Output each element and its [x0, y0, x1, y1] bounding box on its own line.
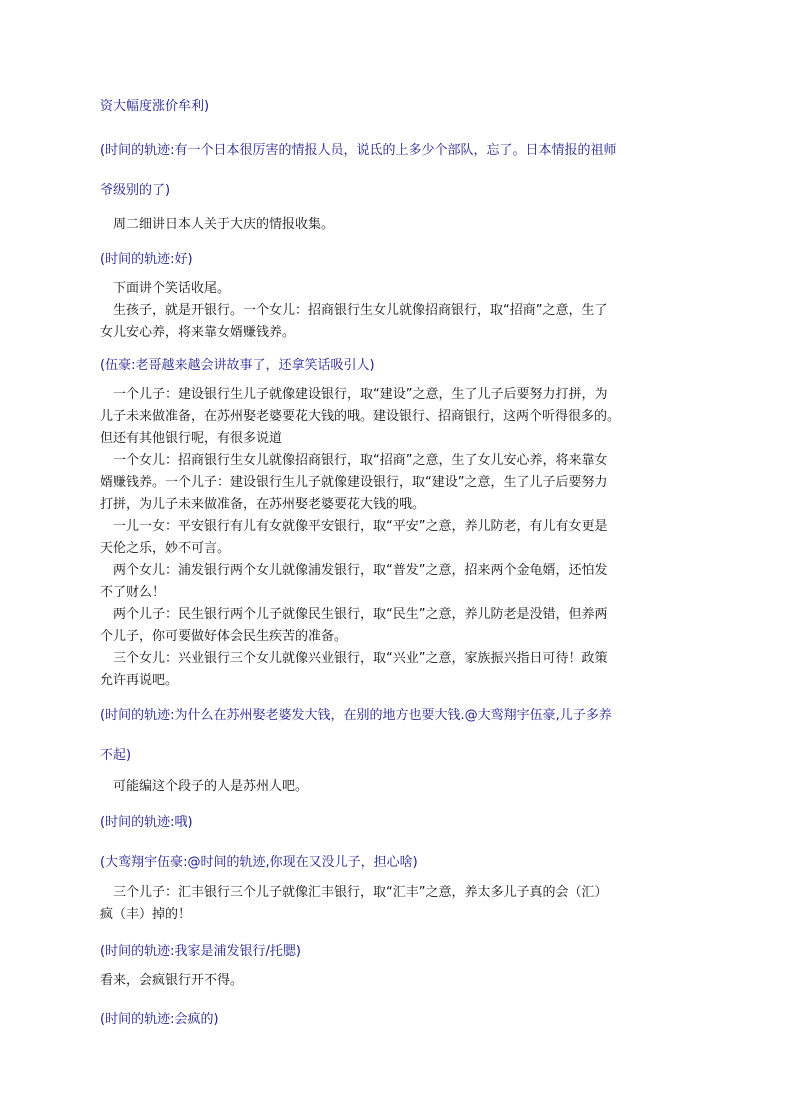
comment-japanese-spy — [100, 141, 700, 201]
body-line: 个儿子，你可要做好体会民生疾苦的准备。 — [100, 629, 348, 644]
comment-line: 资大幅度涨价牟利) — [100, 99, 210, 114]
body-line: 三个女儿：兴业银行三个女儿就像兴业银行，取“兴业”之意，家族振兴指日可待！政策 — [113, 651, 608, 666]
body-line: 打拼，为儿子未来做准备，在苏州娶老婆要花大钱的哦。 — [100, 497, 426, 512]
body-line: 但还有其他银行呢，有很多说道 — [100, 431, 283, 446]
body-daqing-intel — [100, 214, 700, 236]
comment-suzhou-marriage — [100, 706, 700, 766]
body-bank-joke — [100, 384, 700, 692]
comment-no-son — [100, 853, 700, 873]
comment-oh — [100, 813, 700, 833]
body-line: 一个女儿：招商银行生女儿就像招商银行，取“招商”之意，生了女儿安心养，将来靠女 — [113, 453, 608, 468]
body-hsbc-joke — [100, 882, 700, 926]
body-line: 两个女儿：浦发银行两个女儿就像浦发银行，取“普发”之意，招来两个金龟婿，还怕发 — [113, 563, 608, 578]
body-line: 两个儿子：民生银行两个儿子就像民生银行，取“民生”之意，养儿防老是没错，但养两 — [113, 607, 608, 622]
body-line: 女儿安心养，将来靠女婿赚钱养。 — [100, 325, 296, 340]
body-line: 婿赚钱养。一个儿子：建设银行生儿子就像建设银行，取“建设”之意，生了儿子后要努力 — [100, 475, 608, 490]
comment-line: (时间的轨迹:有一个日本很厉害的情报人员，说氐的上多少个部队，忘了。日本情报的祖师 — [100, 143, 617, 158]
comment-line: 爷级别的了) — [100, 183, 171, 198]
comment-line: (时间的轨迹:我家是浦发银行/托腮) — [100, 944, 301, 959]
comment-spdb-family — [100, 942, 700, 962]
comment-line: (时间的轨迹:会疯的) — [100, 1012, 219, 1027]
body-line: 三个儿子：汇丰银行三个儿子就像汇丰银行，取“汇丰”之意，养太多儿子真的会（汇） — [113, 885, 608, 900]
body-line: 不了财么！ — [100, 585, 166, 600]
body-line: 周二细讲日本人关于大庆的情报收集。 — [113, 217, 335, 232]
body-line: 可能编这个段子的人是苏州人吧。 — [113, 779, 309, 794]
comment-will-go-crazy — [100, 1010, 700, 1030]
body-line: 一儿一女：平安银行有儿有女就像平安银行，取“平安”之意，养儿防老，有儿有女更是 — [113, 519, 608, 534]
body-line: 允许再说吧。 — [100, 673, 179, 688]
body-line: 下面讲个笑话收尾。 — [113, 281, 231, 296]
body-line: 天伦之乐，妙不可言。 — [100, 541, 231, 556]
body-joke-intro — [100, 278, 700, 344]
body-conclusion — [100, 970, 700, 992]
body-line: 儿子未来做准备，在苏州娶老婆要花大钱的哦。建设银行、招商银行，这两个听得很多的。 — [100, 409, 621, 424]
comment-wuhao-storytelling — [100, 356, 700, 376]
comment-price-gouging — [100, 97, 700, 117]
comment-line: (时间的轨迹:为什么在苏州娶老婆发大钱，在别的地方也要大钱.@大鸾翔宇伍豪,儿子多养 — [100, 708, 612, 723]
comment-line: (伍豪:老哥越来越会讲故事了，还拿笑话吸引人) — [100, 358, 375, 373]
body-suzhou-author — [100, 776, 700, 798]
body-line: 一个儿子：建设银行生儿子就像建设银行，取“建设”之意，生了儿子后要努力打拼，为 — [113, 387, 608, 402]
body-line: 生孩子，就是开银行。一个女儿：招商银行生女儿就像招商银行，取“招商”之意，生了 — [113, 303, 608, 318]
comment-good — [100, 250, 700, 270]
comment-line: (时间的轨迹:好) — [100, 252, 193, 267]
comment-line: (时间的轨迹:哦) — [100, 815, 193, 830]
comment-line: 不起) — [100, 748, 132, 763]
body-line: 疯（丰）掉的！ — [100, 907, 192, 922]
body-line: 看来，会疯银行开不得。 — [100, 973, 244, 988]
comment-line: (大鸾翔宇伍豪:@时间的轨迹,你现在又没儿子，担心啥) — [100, 855, 418, 870]
